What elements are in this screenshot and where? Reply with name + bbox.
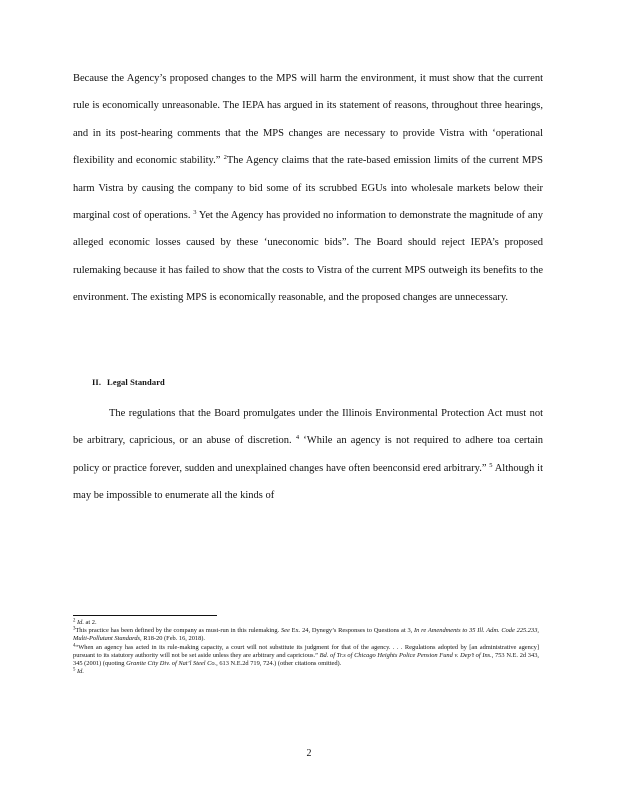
footnote-text: “When an agency has acted in its rule-making capacity, a court will not substitute its judgment for that of the agency. . . . Regulations adopted by [an administrative agency] pursuant to its statutory authority will not be set aside unless they are arbitrary and capricious.” [73, 643, 539, 659]
paragraph-text: Yet the Agency has provided no information to demonstrate the magnitude of any alleged economic losses caused by these ‘uneconomic bids”. The Board should reject IEPA’s proposed rulemaking because it has failed to show that the costs to Vistra of the current MPS outweigh its benefits to the environment. The existing MPS is economically reasonable, and the proposed changes are unnecessary. [73, 210, 544, 304]
paragraph-text: The Agency claims that the rate-based emission limits of the current MPS harm Vistra by causing the company to bid some of its scrubbed EGUs into wholesale markets below their marginal cost of operations. [73, 155, 543, 222]
paragraph-text: ‘While an agency is not required to adhere toa certain policy or practice forever, sudden and unexplained changes have often beenconsid ered arbitrary.” [73, 435, 543, 474]
footnote-reference-2[interactable]: 2 [223, 154, 227, 162]
footnote-5 [73, 668, 539, 676]
footnote-text: at 2. [83, 619, 97, 626]
footnote-2 [73, 619, 539, 627]
section-number: II. [92, 377, 102, 387]
footnote-reference-3[interactable]: 3 [193, 209, 197, 217]
footnote-text: , 613 N.E.2d 719, 724.) (other citations omitted). [216, 660, 342, 668]
footnote-citation: Id. [77, 619, 84, 626]
footnote-citation: Granite City Div. of Nat’l Steel Co. [126, 660, 217, 668]
footnote-citation: Id. [77, 668, 84, 676]
section-title: Legal Standard [107, 377, 165, 387]
footnotes [73, 619, 539, 676]
footnote-text: , R18-20 (Feb. 16, 2018). [140, 635, 206, 643]
footnote-3 [73, 627, 539, 643]
body-paragraph-2 [73, 400, 543, 510]
footnote-text: Ex. 24, Dynegy’s Responses to Questions at 3, [289, 627, 415, 635]
footnote-reference-5[interactable]: 5 [489, 461, 493, 469]
footnote-marker: 2 [73, 618, 76, 624]
section-heading [92, 377, 165, 387]
footnote-separator [73, 615, 217, 616]
paragraph-text: The regulations that the Board promulgates under the Illinois Environmental Protection Act must not be arbitrary, capricious, or an abuse of discretion. [73, 408, 543, 447]
body-paragraph-1 [73, 65, 543, 312]
footnote-text: This practice has been defined by the company as must-run in this rulemaking. [75, 627, 281, 635]
footnote-4 [73, 644, 539, 669]
footnote-citation: Bd. of Tr.s of Chicago Heights Police Pension Fund v. Dep’t of Ins. [319, 651, 492, 659]
footnote-citation: In re Amendments to 35 Ill. Adm. Code 225.233, Multi-Pollutant Standards [73, 627, 539, 643]
page-number: 2 [306, 748, 312, 759]
footnote-marker: 4 [73, 643, 76, 649]
paragraph-text: Because the Agency’s proposed changes to the MPS will harm the environment, it must show that the current rule is economically unreasonable. The IEPA has argued in its statement of reasons, throughout three hearings, and in its post-hearing comments that the MPS changes are necessary to provide Vistra with ‘operational flexibility and economic stability.” [73, 73, 543, 167]
footnote-reference-4[interactable]: 4 [295, 434, 300, 442]
footnote-signal: See [280, 627, 290, 635]
footnote-text: , 753 N.E. 2d 343, 345 (2001) (quoting [73, 651, 539, 668]
paragraph-text: Although it may be impossible to enumerate all the kinds of [73, 462, 543, 502]
footnote-marker: 3 [73, 626, 76, 632]
footnote-marker: 5 [73, 667, 76, 673]
